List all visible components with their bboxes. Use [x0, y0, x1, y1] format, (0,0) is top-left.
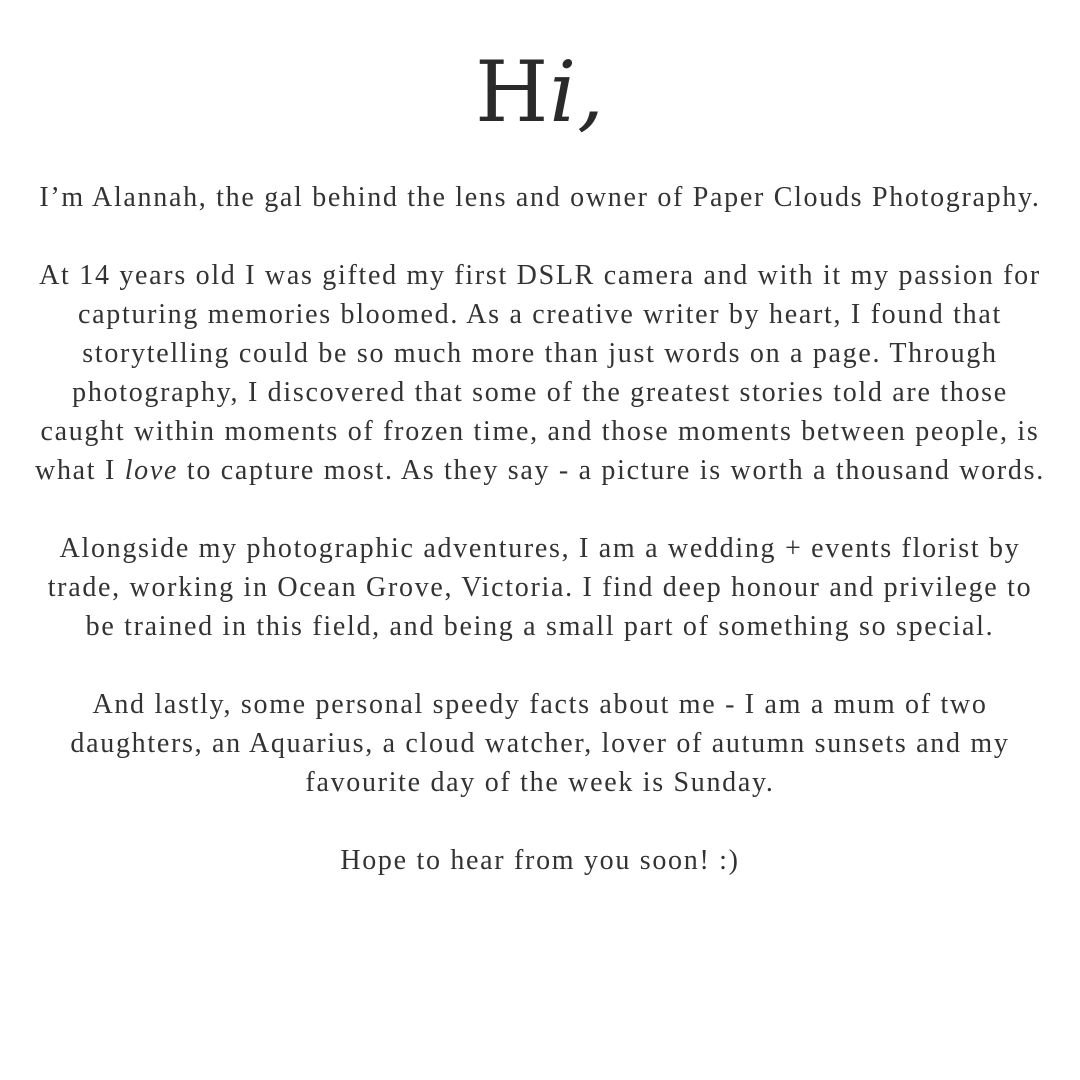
greeting-title-rest: i, [549, 43, 605, 141]
intro-paragraph: I’m Alannah, the gal behind the lens and owner of Paper Clouds Photography. [39, 182, 1041, 213]
greeting-title-first: H [475, 43, 550, 141]
closing-paragraph: Hope to hear from you soon! :) [340, 845, 740, 876]
facts-paragraph: And lastly, some personal speedy facts about me - I am a mum of two daughters, an Aquarius, a cloud watcher, lover of autumn sunsets and my favourite day of the week is Sunday. [70, 689, 1010, 798]
story-text-after: to capture most. As they say - a picture is worth a thousand words. [186, 455, 1045, 486]
florist-paragraph: Alongside my photographic adventures, I am a wedding + events florist by trade, working in Ocean Grove, Victoria. I find deep honour and privilege to be trained in this field, and being a small part of something so special. [47, 533, 1033, 642]
story-paragraph [30, 256, 1050, 490]
story-emphasis-word: love [124, 455, 179, 486]
story-text-before: At 14 years old I was gifted my first DSLR camera and with it my passion for capturing memories bloomed. As a creative writer by heart, I found that storytelling could be so much more than just words on a page. Through photography, I discovered that some of the greatest stories told are those caught within moments of frozen time, and those moments between people, is what I [35, 260, 1041, 486]
greeting-title [30, 43, 1050, 141]
